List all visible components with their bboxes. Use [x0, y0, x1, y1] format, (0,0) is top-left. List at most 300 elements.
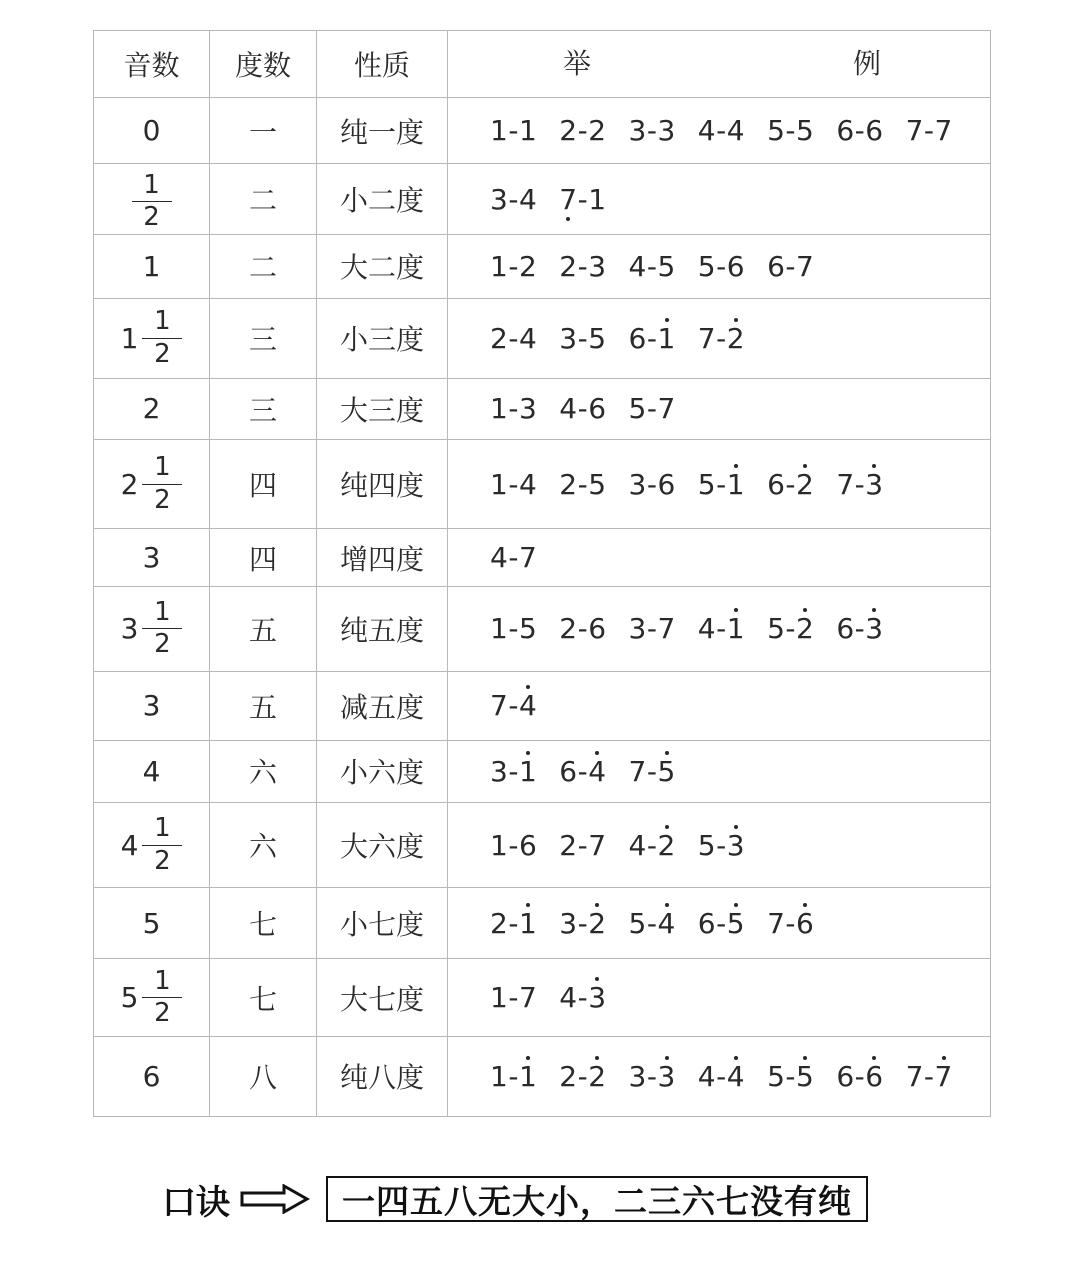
- note: 1: [490, 981, 509, 1015]
- interval-dash: -: [716, 1059, 727, 1093]
- note: 2: [559, 249, 578, 283]
- note: 7: [767, 906, 786, 940]
- semitones-cell: [94, 587, 210, 671]
- note: 6: [836, 612, 855, 646]
- examples-cell: [448, 959, 991, 1036]
- interval-dash: -: [716, 467, 727, 501]
- degree-cell: 二: [210, 235, 317, 298]
- interval-table: [93, 30, 991, 1117]
- interval-example: [629, 114, 676, 147]
- note: 4: [697, 1059, 717, 1093]
- quality-cell: 纯四度: [317, 439, 448, 528]
- note: 6: [628, 321, 647, 355]
- interval-dash: -: [508, 392, 519, 426]
- degree-cell: 五: [210, 587, 317, 671]
- note: 2: [518, 249, 538, 283]
- note: 7: [905, 114, 924, 148]
- note-high-octave: 4: [726, 1059, 746, 1093]
- note: 1: [490, 392, 509, 426]
- mnemonic: [162, 1175, 868, 1223]
- interval-dash: -: [785, 1059, 796, 1093]
- semitones-cell: [94, 98, 210, 164]
- note: 7: [588, 828, 607, 862]
- note: 2: [559, 114, 578, 148]
- interval-example: [559, 981, 606, 1014]
- note-high-octave: 5: [657, 754, 676, 788]
- interval-example: [629, 468, 676, 501]
- interval-dash: -: [577, 754, 589, 788]
- note: 6: [767, 249, 786, 283]
- note-high-octave: 2: [588, 906, 607, 940]
- note: 6: [518, 828, 538, 862]
- note: 7: [518, 981, 538, 1015]
- note: 7: [697, 321, 717, 355]
- note: 6: [559, 754, 578, 788]
- table-row: [94, 888, 991, 959]
- table-row: [94, 378, 991, 439]
- note: 4: [559, 392, 578, 426]
- semitones-value: 3: [142, 689, 161, 723]
- interval-example: [490, 114, 537, 147]
- semitones-cell: [94, 959, 210, 1036]
- interval-dash: -: [646, 754, 658, 788]
- note: 1: [588, 182, 607, 216]
- interval-example: [559, 468, 606, 501]
- note: 5: [518, 612, 538, 646]
- degree-cell: 七: [210, 959, 317, 1036]
- quality-cell: 小六度: [317, 740, 448, 802]
- note: 3: [559, 906, 578, 940]
- semitones-cell: [94, 802, 210, 887]
- interval-dash: -: [646, 467, 658, 501]
- interval-dash: -: [508, 612, 519, 646]
- interval-dash: -: [854, 114, 866, 148]
- table-row: [94, 235, 991, 298]
- semitones-cell: [94, 439, 210, 528]
- interval-dash: -: [785, 467, 796, 501]
- note: 4: [726, 114, 746, 148]
- note: 1: [490, 114, 509, 148]
- interval-dash: -: [854, 467, 866, 501]
- note-high-octave: 1: [518, 1059, 538, 1093]
- table-row: [94, 529, 991, 587]
- interval-example: [490, 322, 537, 355]
- interval-example: [767, 907, 814, 940]
- interval-example: [836, 612, 883, 645]
- note: 4: [697, 612, 717, 646]
- interval-dash: -: [646, 114, 658, 148]
- interval-dash: -: [577, 906, 589, 940]
- interval-example: [836, 1060, 883, 1093]
- note: 1: [490, 828, 509, 862]
- interval-example: [559, 114, 606, 147]
- note: 7: [905, 1059, 924, 1093]
- note: 2: [559, 1059, 578, 1093]
- quality-cell: 小七度: [317, 888, 448, 959]
- examples-cell: [448, 1036, 991, 1116]
- quality-cell: 减五度: [317, 671, 448, 740]
- interval-example: [559, 829, 606, 862]
- table-row: [94, 298, 991, 378]
- quality-cell: 大三度: [317, 378, 448, 439]
- interval-example: [629, 392, 676, 425]
- note: 5: [697, 249, 717, 283]
- fraction-denominator: 2: [154, 338, 171, 369]
- note-high-octave: 3: [588, 981, 607, 1015]
- note-high-octave: 1: [518, 754, 538, 788]
- semitones-cell: [94, 671, 210, 740]
- note: 1: [490, 1059, 509, 1093]
- semitones-fraction: [121, 815, 183, 875]
- note: 6: [588, 612, 607, 646]
- note-high-octave: 1: [726, 612, 746, 646]
- note: 6: [865, 114, 884, 148]
- mnemonic-text: 一四五八无大小，二三六七没有纯: [326, 1176, 868, 1222]
- note: 7: [934, 114, 953, 148]
- interval-dash: -: [577, 392, 589, 426]
- note: 3: [657, 114, 676, 148]
- quality-cell: 大七度: [317, 959, 448, 1036]
- note-high-octave: 3: [657, 1059, 676, 1093]
- interval-example: [490, 468, 537, 501]
- note: 4: [628, 249, 647, 283]
- interval-dash: -: [646, 1059, 658, 1093]
- semitones-value: 0: [142, 114, 161, 148]
- semitones-cell: [94, 529, 210, 587]
- quality-cell: 大六度: [317, 802, 448, 887]
- interval-dash: -: [646, 321, 658, 355]
- note: 1: [518, 114, 538, 148]
- semitones-fraction: [121, 454, 183, 514]
- note: 6: [836, 114, 855, 148]
- interval-example: [559, 907, 606, 940]
- note: 2: [490, 906, 509, 940]
- note: 5: [628, 906, 647, 940]
- interval-dash: -: [577, 249, 589, 283]
- note-high-octave: 2: [588, 1059, 607, 1093]
- examples-cell: [448, 439, 991, 528]
- note-high-octave: 1: [518, 906, 538, 940]
- note: 5: [767, 612, 786, 646]
- semitones-value: 6: [142, 1059, 161, 1093]
- note: 4: [518, 467, 538, 501]
- header-examples-char-1: 举: [563, 47, 592, 80]
- examples-cell: [448, 298, 991, 378]
- interval-example: [629, 1060, 676, 1093]
- interval-dash: -: [716, 828, 727, 862]
- note: 6: [836, 1059, 855, 1093]
- examples-cell: [448, 164, 991, 235]
- note: 6: [657, 467, 676, 501]
- note: 2: [559, 467, 578, 501]
- fraction-numerator: 1: [154, 965, 171, 996]
- note: 4: [518, 182, 538, 216]
- interval-dash: -: [577, 114, 589, 148]
- semitones-fraction: [121, 308, 183, 368]
- interval-example: [559, 322, 606, 355]
- interval-dash: -: [854, 1059, 866, 1093]
- interval-example: [698, 907, 745, 940]
- semitones-cell: [94, 235, 210, 298]
- degree-cell: 一: [210, 98, 317, 164]
- note-high-octave: 5: [726, 906, 746, 940]
- note-high-octave: 7: [934, 1059, 953, 1093]
- examples-cell: [448, 802, 991, 887]
- note-high-octave: 5: [796, 1059, 815, 1093]
- interval-dash: -: [508, 689, 519, 723]
- note-high-octave: 3: [865, 612, 884, 646]
- note-low-octave: 7: [559, 182, 578, 216]
- note: 2: [559, 612, 578, 646]
- note: 3: [518, 392, 538, 426]
- interval-example: [767, 468, 814, 501]
- note-high-octave: 4: [657, 906, 676, 940]
- interval-example: [906, 114, 953, 147]
- interval-example: [490, 183, 537, 216]
- note: 5: [588, 467, 607, 501]
- interval-example: [767, 250, 814, 283]
- quality-cell: 小二度: [317, 164, 448, 235]
- note: 6: [726, 249, 746, 283]
- interval-dash: -: [646, 392, 658, 426]
- interval-example: [490, 392, 537, 425]
- note: 5: [796, 114, 815, 148]
- mnemonic-label: 口诀: [162, 1182, 230, 1223]
- interval-dash: -: [646, 828, 658, 862]
- fraction-denominator: 2: [143, 202, 160, 233]
- examples-cell: [448, 98, 991, 164]
- note: 2: [559, 828, 578, 862]
- fraction-numerator: 1: [154, 452, 171, 483]
- interval-example: [698, 114, 745, 147]
- degree-cell: 三: [210, 378, 317, 439]
- interval-example: [629, 322, 676, 355]
- note: 4: [628, 828, 647, 862]
- fraction-numerator: 1: [143, 169, 160, 200]
- interval-example: [629, 612, 676, 645]
- degree-cell: 四: [210, 529, 317, 587]
- interval-example: [490, 1060, 537, 1093]
- interval-dash: -: [508, 541, 519, 575]
- note: 2: [588, 114, 607, 148]
- fraction-whole: 2: [120, 467, 139, 501]
- interval-dash: -: [577, 981, 589, 1015]
- header-quality: 性质: [317, 31, 448, 98]
- interval-dash: -: [508, 467, 519, 501]
- semitones-cell: [94, 888, 210, 959]
- interval-dash: -: [577, 467, 589, 501]
- interval-dash: -: [785, 249, 796, 283]
- fraction-denominator: 2: [154, 629, 171, 660]
- interval-dash: -: [646, 612, 658, 646]
- header-examples: [448, 31, 991, 98]
- note: 7: [518, 541, 538, 575]
- interval-dash: -: [785, 114, 796, 148]
- semitones-fraction: [132, 169, 172, 233]
- table-row: [94, 98, 991, 164]
- interval-example: [490, 755, 537, 788]
- interval-example: [490, 829, 537, 862]
- interval-example: [836, 114, 883, 147]
- interval-example: [490, 541, 537, 574]
- fraction-denominator: 2: [154, 845, 171, 876]
- interval-dash: -: [716, 321, 727, 355]
- interval-example: [559, 392, 606, 425]
- note: 5: [657, 249, 676, 283]
- interval-dash: -: [646, 249, 658, 283]
- note: 3: [628, 114, 647, 148]
- semitones-fraction: [120, 965, 183, 1029]
- semitones-cell: [94, 1036, 210, 1116]
- fraction-numerator: 1: [154, 597, 171, 628]
- degree-cell: 六: [210, 740, 317, 802]
- interval-dash: -: [923, 1059, 935, 1093]
- degree-cell: 五: [210, 671, 317, 740]
- note: 4: [559, 981, 578, 1015]
- note: 4: [697, 114, 717, 148]
- table-row: [94, 802, 991, 887]
- examples-cell: [448, 235, 991, 298]
- interval-example: [490, 907, 537, 940]
- degree-cell: 四: [210, 439, 317, 528]
- interval-example: [629, 829, 676, 862]
- interval-example: [698, 322, 745, 355]
- note: 7: [657, 392, 676, 426]
- note: 6: [767, 467, 786, 501]
- interval-example: [490, 981, 537, 1014]
- fraction-numerator: 1: [154, 306, 171, 337]
- note-high-octave: 6: [796, 906, 815, 940]
- semitones-value: 1: [142, 249, 161, 283]
- note-high-octave: 3: [865, 467, 884, 501]
- table-row: [94, 959, 991, 1036]
- note: 7: [836, 467, 855, 501]
- note: 6: [697, 906, 717, 940]
- interval-dash: -: [508, 114, 519, 148]
- fraction-denominator: 2: [154, 998, 171, 1029]
- header-examples-char-2: 例: [853, 47, 882, 80]
- interval-dash: -: [508, 754, 519, 788]
- interval-dash: -: [716, 114, 727, 148]
- header-row: [94, 31, 991, 98]
- right-arrow-icon: [240, 1184, 310, 1214]
- interval-example: [490, 689, 537, 722]
- note: 3: [559, 321, 578, 355]
- semitones-value: 2: [142, 392, 161, 426]
- header-semitones: 音数: [94, 31, 210, 98]
- fraction-denominator: 2: [154, 484, 171, 515]
- semitones-value: 4: [142, 754, 161, 788]
- interval-dash: -: [508, 828, 519, 862]
- interval-example: [559, 250, 606, 283]
- table-row: [94, 1036, 991, 1116]
- examples-cell: [448, 888, 991, 959]
- examples-cell: [448, 671, 991, 740]
- interval-example: [629, 755, 676, 788]
- interval-dash: -: [577, 612, 589, 646]
- note: 7: [796, 249, 815, 283]
- note: 4: [490, 541, 509, 575]
- fraction-whole: 4: [120, 828, 139, 862]
- interval-dash: -: [508, 906, 519, 940]
- table-row: [94, 587, 991, 671]
- interval-example: [698, 250, 745, 283]
- semitones-value: 3: [142, 541, 161, 575]
- quality-cell: 大二度: [317, 235, 448, 298]
- note: 5: [697, 828, 717, 862]
- interval-example: [698, 612, 745, 645]
- note: 6: [588, 392, 607, 426]
- note: 4: [518, 321, 538, 355]
- degree-cell: 八: [210, 1036, 317, 1116]
- interval-example: [767, 1060, 814, 1093]
- interval-example: [490, 250, 537, 283]
- note: 5: [767, 1059, 786, 1093]
- note: 3: [628, 612, 647, 646]
- note: 3: [490, 182, 509, 216]
- degree-cell: 三: [210, 298, 317, 378]
- note-high-octave: 2: [657, 828, 676, 862]
- interval-example: [836, 468, 883, 501]
- note-high-octave: 4: [588, 754, 607, 788]
- interval-dash: -: [923, 114, 935, 148]
- note: 3: [628, 467, 647, 501]
- interval-example: [698, 1060, 745, 1093]
- interval-dash: -: [716, 249, 727, 283]
- quality-cell: 纯五度: [317, 587, 448, 671]
- interval-example: [698, 829, 745, 862]
- interval-example: [559, 183, 606, 216]
- note: 3: [490, 754, 509, 788]
- note: 3: [588, 249, 607, 283]
- note: 7: [628, 754, 647, 788]
- quality-cell: 纯八度: [317, 1036, 448, 1116]
- fraction-numerator: 1: [154, 813, 171, 844]
- examples-cell: [448, 378, 991, 439]
- interval-example: [629, 907, 676, 940]
- table-row: [94, 164, 991, 235]
- note: 3: [628, 1059, 647, 1093]
- interval-dash: -: [577, 182, 589, 216]
- table-row: [94, 740, 991, 802]
- note-high-octave: 3: [726, 828, 746, 862]
- note-high-octave: 2: [726, 321, 746, 355]
- interval-example: [906, 1060, 953, 1093]
- quality-cell: 小三度: [317, 298, 448, 378]
- interval-example: [559, 1060, 606, 1093]
- note: 2: [490, 321, 509, 355]
- note-high-octave: 4: [518, 689, 538, 723]
- interval-dash: -: [508, 182, 519, 216]
- quality-cell: 增四度: [317, 529, 448, 587]
- interval-dash: -: [646, 906, 658, 940]
- note: 5: [767, 114, 786, 148]
- semitones-cell: [94, 164, 210, 235]
- interval-dash: -: [854, 612, 866, 646]
- note: 1: [490, 249, 509, 283]
- interval-dash: -: [716, 906, 727, 940]
- fraction-whole: 3: [120, 612, 139, 646]
- degree-cell: 六: [210, 802, 317, 887]
- examples-cell: [448, 529, 991, 587]
- table-row: [94, 671, 991, 740]
- semitones-cell: [94, 298, 210, 378]
- semitones-fraction: [121, 599, 183, 659]
- interval-example: [559, 612, 606, 645]
- interval-dash: -: [508, 249, 519, 283]
- note: 1: [490, 467, 509, 501]
- note-high-octave: 2: [796, 467, 815, 501]
